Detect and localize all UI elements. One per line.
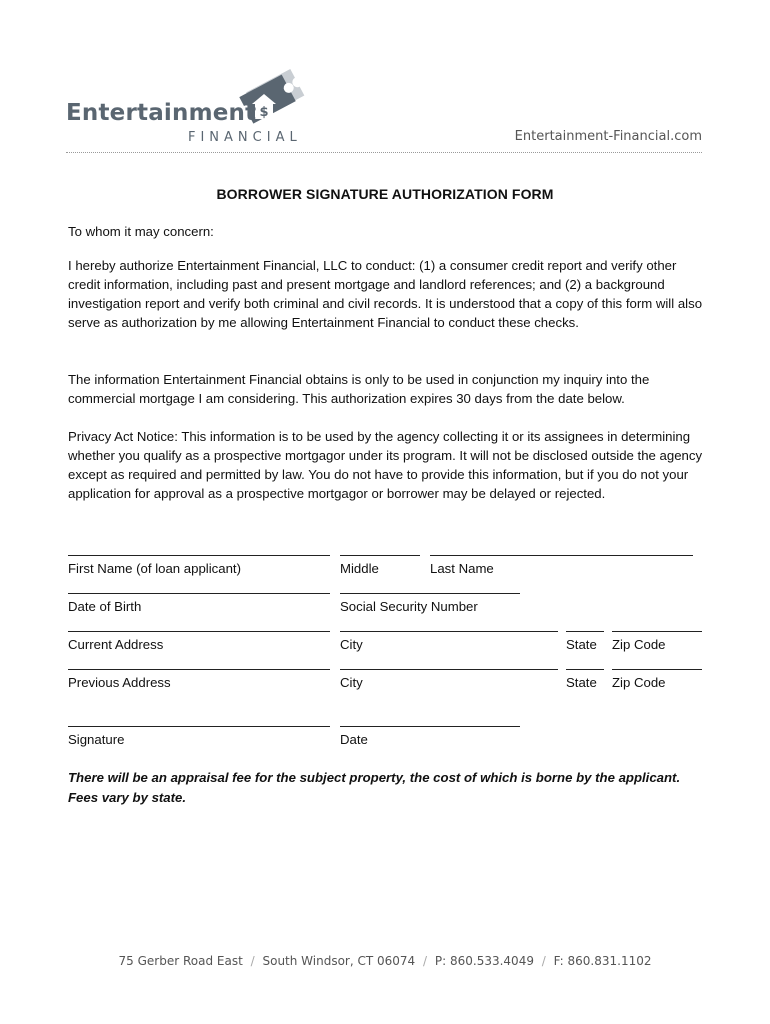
middle-name-field[interactable]	[340, 555, 420, 556]
date-of-birth-field[interactable]	[68, 593, 330, 594]
previous-state-field[interactable]	[566, 669, 604, 670]
ssn-field[interactable]	[340, 593, 520, 594]
previous-state-label: State	[566, 675, 597, 690]
footer-city: South Windsor, CT 06074	[262, 954, 416, 968]
footer-contact	[0, 954, 770, 968]
date-label: Date	[340, 732, 368, 747]
greeting: To whom it may concern:	[68, 224, 214, 239]
footer-separator: /	[250, 954, 255, 968]
header-divider	[66, 152, 702, 153]
current-city-field[interactable]	[340, 631, 558, 632]
ssn-label: Social Security Number	[340, 599, 478, 614]
previous-address-label: Previous Address	[68, 675, 171, 690]
date-field[interactable]	[340, 726, 520, 727]
current-zip-field[interactable]	[612, 631, 702, 632]
first-name-label: First Name (of loan applicant)	[68, 561, 241, 576]
footer-fax: F: 860.831.1102	[553, 954, 652, 968]
current-address-field[interactable]	[68, 631, 330, 632]
previous-city-field[interactable]	[340, 669, 558, 670]
current-state-field[interactable]	[566, 631, 604, 632]
last-name-label: Last Name	[430, 561, 494, 576]
current-state-label: State	[566, 637, 597, 652]
previous-city-label: City	[340, 675, 363, 690]
website-link[interactable]: Entertainment-Financial.com	[514, 129, 702, 144]
current-city-label: City	[340, 637, 363, 652]
footer-address: 75 Gerber Road East	[118, 954, 243, 968]
brand-name: Entertainment	[66, 100, 257, 126]
date-of-birth-label: Date of Birth	[68, 599, 142, 614]
appraisal-fee-note: There will be an appraisal fee for the subject property, the cost of which is borne by the applicant. Fees vary by state.	[68, 770, 681, 805]
last-name-field[interactable]	[430, 555, 693, 556]
current-zip-label: Zip Code	[612, 637, 666, 652]
privacy-notice-paragraph: Privacy Act Notice: This information is to be used by the agency collecting it or its assignees in determining whether you qualify as a prospective mortgagor under its program. It will not be disclosed outside the agency except as required and permitted by law. You do not have to provide this information, but if you do not your application for approval as a prospective mortgagor or borrower may be delayed or rejected.	[68, 429, 703, 501]
authorization-paragraph: I hereby authorize Entertainment Financial, LLC to conduct: (1) a consumer credit report and verify other credit information, including past and present mortgage and landlord references; and (2) a background investigation report and verify both criminal and civil records. It is understood that a copy of this form will also serve as authorization by me allowing Entertainment Financial to conduct these checks.	[68, 258, 703, 330]
form-title: BORROWER SIGNATURE AUTHORIZATION FORM	[216, 186, 554, 202]
middle-name-label: Middle	[340, 561, 379, 576]
signature-label: Signature	[68, 732, 125, 747]
first-name-field[interactable]	[68, 555, 330, 556]
signature-field[interactable]	[68, 726, 330, 727]
current-address-label: Current Address	[68, 637, 164, 652]
previous-zip-label: Zip Code	[612, 675, 666, 690]
footer-phone: P: 860.533.4049	[434, 954, 534, 968]
usage-paragraph: The information Entertainment Financial obtains is only to be used in conjunction my inquiry into the commercial mortgage I am considering. This authorization expires 30 days from the date below.	[68, 372, 650, 406]
logo-dollar-symbol: $	[259, 105, 269, 120]
brand-subtitle: FINANCIAL	[188, 130, 302, 145]
previous-zip-field[interactable]	[612, 669, 702, 670]
company-logo	[66, 68, 326, 148]
footer-separator: /	[541, 954, 546, 968]
previous-address-field[interactable]	[68, 669, 330, 670]
footer-separator: /	[423, 954, 428, 968]
